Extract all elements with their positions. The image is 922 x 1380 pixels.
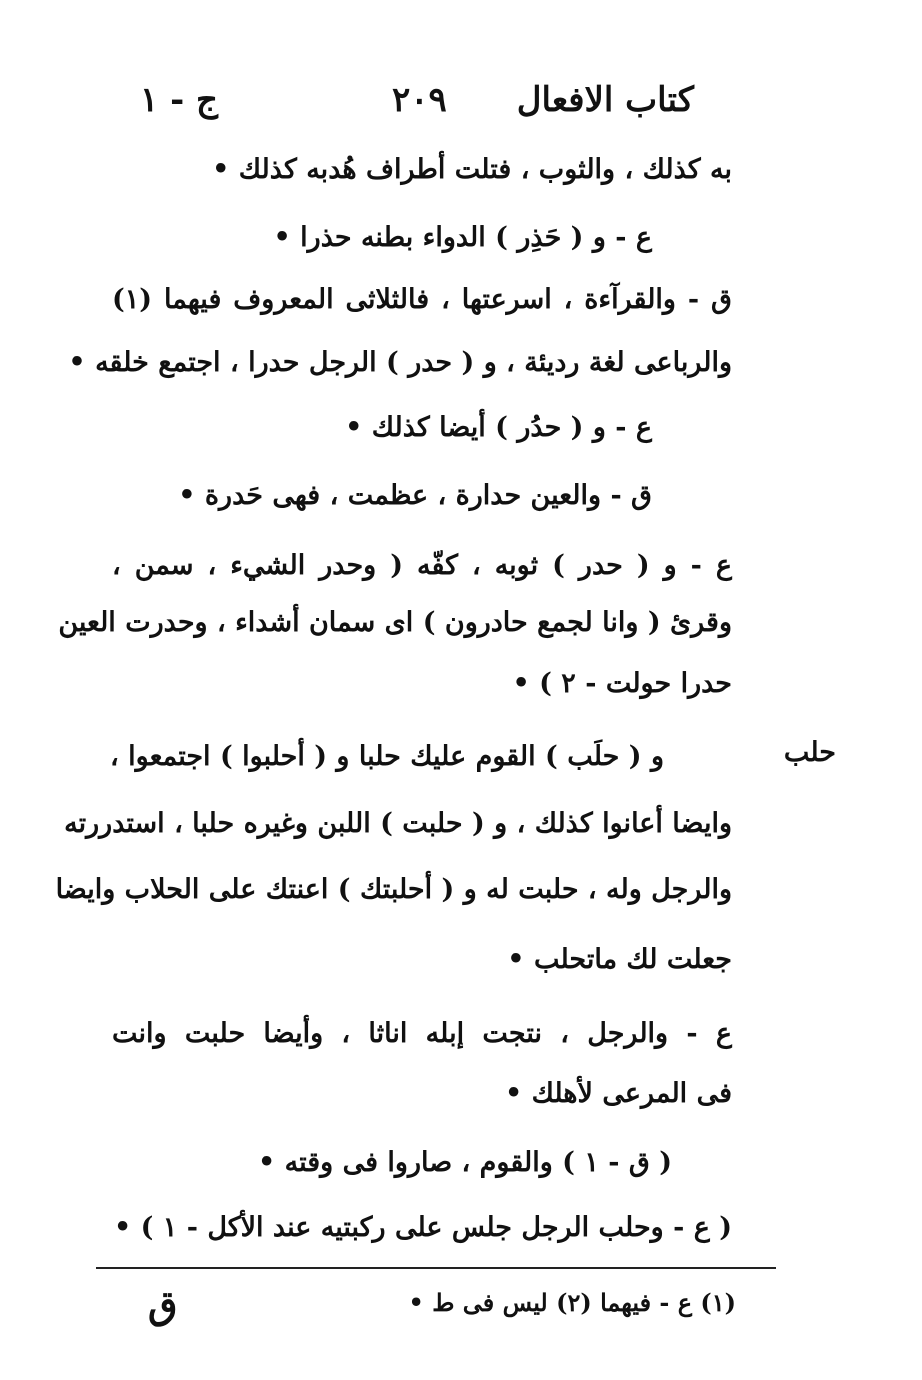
text-line: وايضا أعانوا كذلك ، و ( حلبت ) اللبن وغيره حلبا ، استدررته	[64, 808, 732, 839]
margin-headword: حلب	[783, 737, 836, 768]
text-line: ( ق - ١ ) والقوم ، صاروا فى وقته •	[257, 1147, 672, 1178]
footnote-divider	[96, 1267, 776, 1269]
text-line: ع - و ( حدر ) ثوبه ، كفّه ( وحدر الشيء ، سمن ،	[112, 550, 732, 581]
text-line: فى المرعى لأهلك •	[504, 1078, 732, 1109]
text-line: وقرئ ( وانا لجمع حادرون ) اى سمان أشداء ، وحدرت العين	[58, 607, 732, 638]
catchword: ق	[148, 1282, 178, 1327]
page-number: ٢٠٩	[392, 80, 447, 120]
text-line: به كذلك ، والثوب ، فتلت أطراف هُدبه كذلك •	[212, 154, 732, 185]
text-line: و ( حلَب ) القوم عليك حلبا و ( أحلبوا ) اجتمعوا ،	[110, 741, 664, 772]
text-line: ق - والقرآءة ، اسرعتها ، فالثلاثى المعروف فيهما (١)	[112, 284, 732, 315]
text-line: حدرا حولت - ٢ ) •	[512, 668, 732, 699]
text-line: ع - والرجل ، نتجت إبله اناثا ، وأيضا حلبت وانت	[112, 1018, 732, 1049]
text-line: والرجل وله ، حلبت له و ( أحلبتك ) اعنتك على الحلاب وايضا	[55, 874, 732, 905]
text-line: والرباعى لغة رديئة ، و ( حدر ) الرجل حدرا ، اجتمع خلقه •	[68, 347, 732, 378]
text-line: جعلت لك ماتحلب •	[507, 944, 732, 975]
book-title: كتاب الافعال	[516, 80, 694, 120]
volume-label: ج - ١	[140, 80, 218, 120]
footnote: (١) ع - فيهما (٢) ليس فى ط •	[408, 1288, 736, 1317]
text-line: ( ع - وحلب الرجل جلس على ركبتيه عند الأكل - ١ ) •	[113, 1212, 732, 1243]
text-line: ع - و ( حدُر ) أيضا كذلك •	[345, 412, 652, 443]
text-line: ع - و ( حَذِر ) الدواء بطنه حذرا •	[273, 222, 652, 253]
text-line: ق - والعين حدارة ، عظمت ، فهى حَدرة •	[178, 480, 652, 511]
